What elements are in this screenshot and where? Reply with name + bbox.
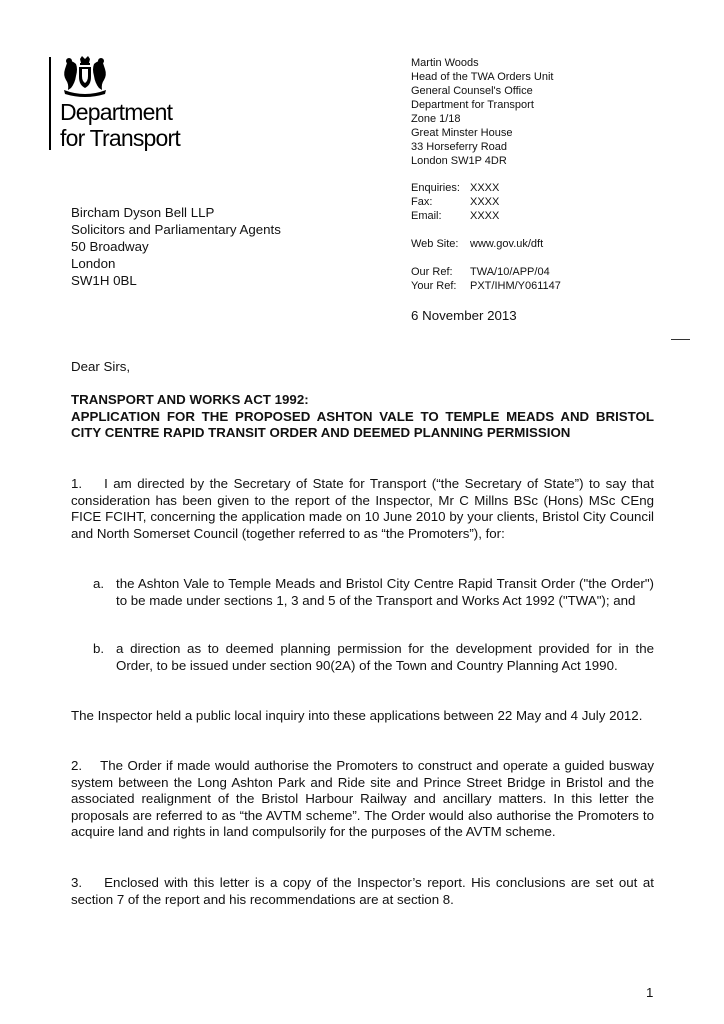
list-item-text: a direction as to deemed planning permission for the development provided for in the Order, to be issued under section 90(2A) of the Town and Country Planning Act 1990.: [116, 641, 654, 673]
paragraph-1: 1. I am directed by the Secretary of State for Transport (“the Secretary of State”) to say that consideration has been given to the report of the Inspector, Mr C Millns BSc (Hons) MSc CEng FICE FCIHT, concerning the application made on 10 June 2010 by your clients, Bristol City Council and North Somerset Council (together referred to as “the Promoters”), for:: [71, 476, 654, 541]
list-item-marker: b.: [93, 641, 105, 656]
email-label: Email:: [411, 210, 442, 222]
contact-your-ref: [411, 279, 561, 293]
paragraph-2: 2. The Order if made would authorise the Promoters to construct and operate a guided busway system between the Long Ashton Park and Ride site and Prince Street Bridge in Bristol and the associated realignment of the Bristol Harbour Railway and ancillary matters. In this letter the proposals are referred to as “the AVTM scheme”. The Order would also authorise the Promoters to acquire land and rights in land compulsorily for the purposes of the AVTM scheme.: [71, 758, 654, 840]
page-number: 1: [646, 985, 654, 1000]
subject-heading-line2: APPLICATION FOR THE PROPOSED ASHTON VALE TO TEMPLE MEADS AND BRISTOL CITY CENTRE RAPID TRANSIT ORDER AND DEEMED PLANNING PERMISSION: [71, 408, 654, 441]
recipient-line: SW1H 0BL: [71, 273, 137, 288]
subject-heading-line1: TRANSPORT AND WORKS ACT 1992:: [71, 392, 309, 407]
recipient-address: [71, 204, 281, 289]
paragraph-inquiry: The Inspector held a public local inquiry into these applications between 22 May and 4 July 2012.: [71, 708, 643, 723]
recipient-line: London: [71, 256, 116, 271]
list-item-b: [93, 641, 654, 674]
paragraph-3: 3. Enclosed with this letter is a copy of the Inspector’s report. His conclusions are set out at section 7 of the report and his recommendations are at section 8.: [71, 875, 654, 907]
enquiries-value: XXXX: [470, 182, 500, 194]
our-ref-value: TWA/10/APP/04: [470, 266, 550, 278]
department-name: [60, 99, 180, 151]
sender-line: Head of the TWA Orders Unit: [411, 71, 554, 83]
contact-email: [411, 209, 499, 223]
list-item-a: [93, 576, 654, 609]
recipient-line: Bircham Dyson Bell LLP: [71, 205, 215, 220]
contact-fax: [411, 195, 499, 209]
contact-enquiries: [411, 181, 499, 195]
sender-address: [411, 56, 553, 168]
sender-line: Zone 1/18: [411, 113, 461, 125]
sender-line: London SW1P 4DR: [411, 155, 507, 167]
website-value: www.gov.uk/dft: [470, 238, 544, 250]
fold-mark: [671, 339, 690, 340]
your-ref-value: PXT/IHM/Y061147: [470, 280, 561, 292]
fax-label: Fax:: [411, 196, 433, 208]
sender-line: General Counsel's Office: [411, 85, 533, 97]
contact-website: [411, 237, 543, 251]
email-value: XXXX: [470, 210, 500, 222]
your-ref-label: Your Ref:: [411, 280, 457, 292]
contact-our-ref: [411, 265, 550, 279]
sender-line: Department for Transport: [411, 99, 534, 111]
recipient-line: 50 Broadway: [71, 239, 149, 254]
letter-date: 6 November 2013: [411, 308, 517, 323]
sender-line: 33 Horseferry Road: [411, 141, 507, 153]
royal-coat-of-arms-icon: [60, 55, 110, 97]
salutation: Dear Sirs,: [71, 359, 131, 374]
list-item-text: the Ashton Vale to Temple Meads and Bristol City Centre Rapid Transit Order ("the Order") to be made under sections 1, 3 and 5 of the Transport and Works Act 1992 ("TWA"); and: [116, 576, 654, 608]
department-name-line2: for Transport: [60, 125, 180, 151]
subject-heading: [71, 392, 654, 442]
enquiries-label: Enquiries:: [411, 182, 460, 194]
list-item-marker: a.: [93, 576, 105, 591]
our-ref-label: Our Ref:: [411, 266, 453, 278]
sender-line: Martin Woods: [411, 57, 479, 69]
department-name-line1: Department: [60, 99, 173, 125]
recipient-line: Solicitors and Parliamentary Agents: [71, 222, 281, 237]
website-label: Web Site:: [411, 238, 459, 250]
sender-line: Great Minster House: [411, 127, 513, 139]
fax-value: XXXX: [470, 196, 500, 208]
logo-divider: [49, 57, 51, 150]
